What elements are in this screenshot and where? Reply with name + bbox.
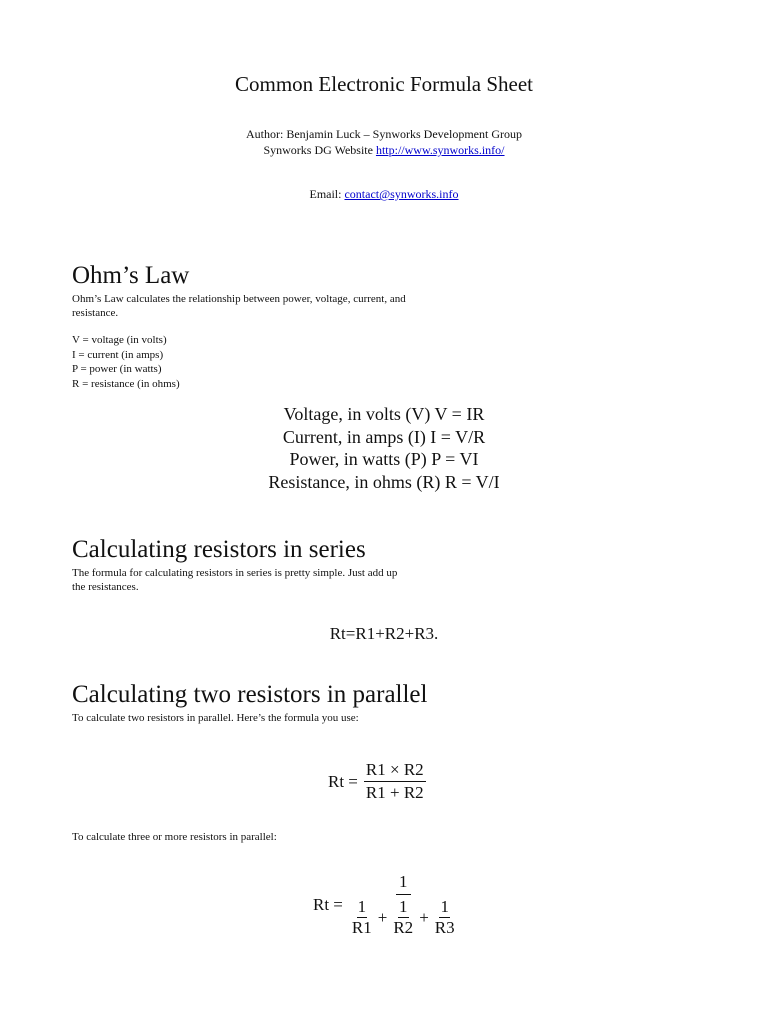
website-link[interactable]: http://www.synworks.info/	[375, 143, 505, 157]
unit-fraction-r3	[434, 897, 456, 938]
denominator-r3: R3	[434, 918, 455, 937]
two-formula-fraction	[364, 760, 426, 803]
three-formula-fraction	[349, 872, 458, 938]
ohms-law-description-line: resistance.	[72, 307, 119, 319]
website-line	[0, 143, 768, 158]
unit-numerator: 1	[399, 897, 408, 916]
formula-current: Current, in amps (I) I = V/R	[282, 426, 486, 447]
series-formula: Rt=R1+R2+R3.	[329, 624, 439, 643]
ohms-law-description-line: Ohm’s Law calculates the relationship between power, voltage, current, and	[72, 293, 406, 305]
three-resistor-formula	[313, 872, 458, 938]
website-label: Synworks DG Website	[263, 143, 373, 157]
formula-voltage: Voltage, in volts (V) V = IR	[283, 404, 485, 424]
author-line: Author: Benjamin Luck – Synworks Development Group	[246, 127, 522, 141]
document-title: Common Electronic Formula Sheet	[234, 72, 534, 96]
three-formula-lhs: Rt =	[313, 895, 343, 914]
unit-numerator: 1	[440, 897, 449, 916]
unit-numerator: 1	[357, 897, 367, 916]
email-line	[0, 187, 768, 202]
series-description-line: the resistances.	[72, 581, 139, 593]
formula-resistance: Resistance, in ohms (R) R = V/I	[268, 471, 500, 492]
two-resistor-formula	[328, 760, 426, 803]
series-description-line: The formula for calculating resistors in series is pretty simple. Just add up	[72, 567, 398, 579]
series-description	[72, 566, 452, 594]
definition-voltage: V = voltage (in volts)	[72, 334, 167, 346]
two-formula-numerator: R1 × R2	[364, 760, 426, 782]
two-formula-denominator: R1 + R2	[365, 783, 424, 802]
two-formula-lhs: Rt =	[328, 771, 358, 791]
series-heading: Calculating resistors in series	[72, 536, 366, 563]
plus-sign: +	[377, 907, 388, 927]
three-formula-denominator	[349, 895, 458, 938]
definition-power: P = power (in watts)	[72, 363, 162, 375]
plus-sign: +	[419, 907, 429, 927]
three-formula-numerator: 1	[396, 872, 411, 895]
ohms-law-heading: Ohm’s Law	[72, 262, 190, 289]
formula-power: Power, in watts (P) P = VI	[289, 449, 479, 469]
email-link[interactable]: contact@synworks.info	[344, 187, 459, 201]
three-parallel-description: To calculate three or more resistors in parallel:	[72, 831, 277, 843]
definition-resistance: R = resistance (in ohms)	[72, 377, 180, 390]
unit-fraction-r2	[392, 897, 414, 938]
ohms-law-description	[72, 292, 452, 320]
parallel-description: To calculate two resistors in parallel. Here’s the formula you use:	[72, 712, 359, 724]
denominator-r1: R1	[351, 918, 372, 937]
parallel-heading: Calculating two resistors in parallel	[72, 681, 428, 708]
unit-fraction-r1	[351, 897, 373, 938]
denominator-r2: R2	[393, 918, 414, 937]
definition-current: I = current (in amps)	[72, 348, 164, 361]
email-label: Email:	[309, 187, 342, 201]
